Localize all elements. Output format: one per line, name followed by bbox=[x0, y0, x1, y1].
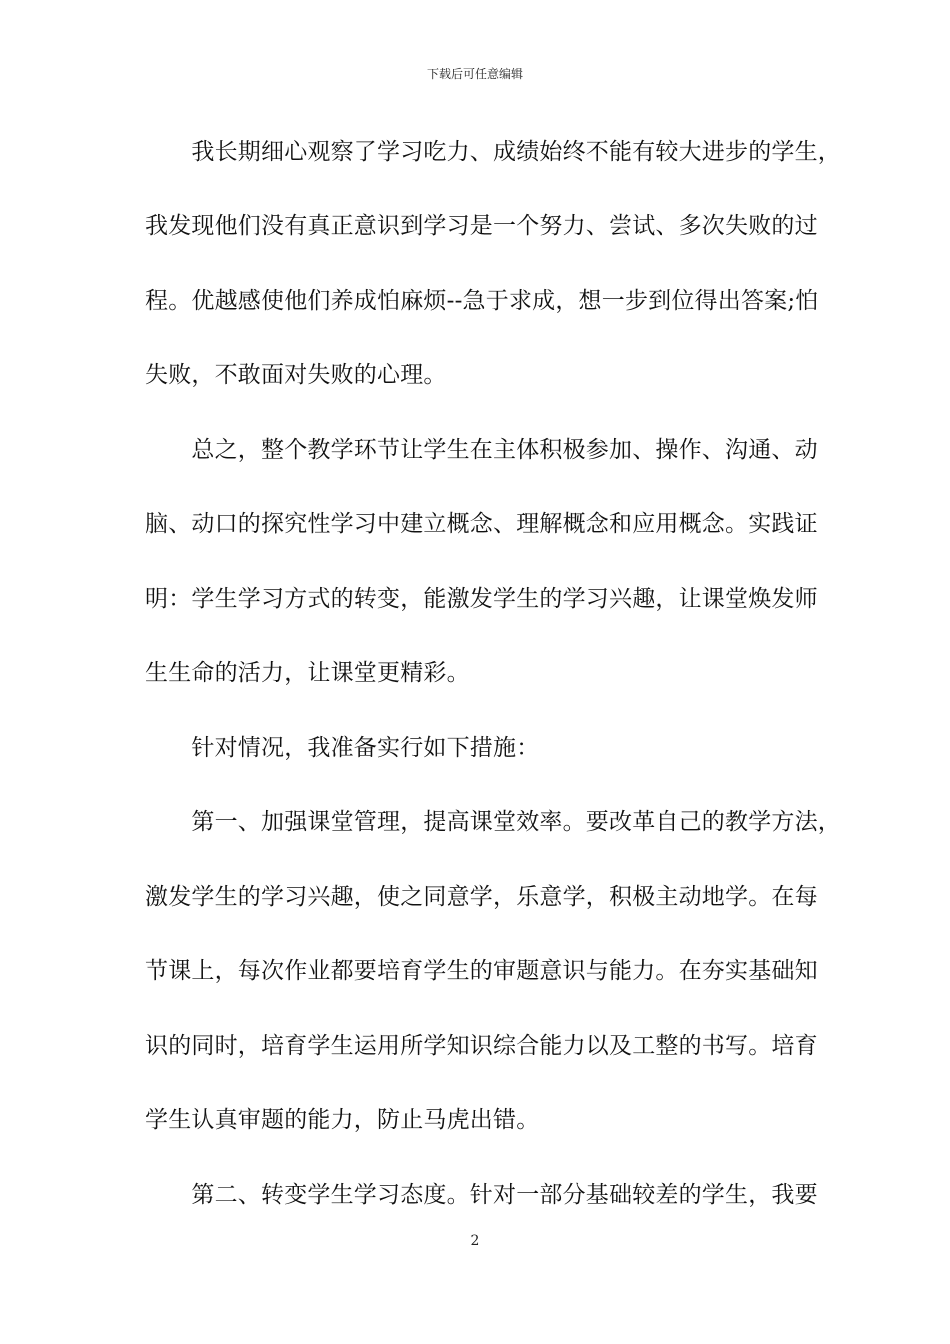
body-line: 失败，不敢面对失败的心理。 bbox=[145, 362, 447, 388]
body-line: 节课上，每次作业都要培育学生的审题意识与能力。在夯实基础知 bbox=[145, 958, 818, 984]
body-line: 激发学生的学习兴趣，使之同意学，乐意学，积极主动地学。在每 bbox=[145, 884, 818, 910]
body-line: 生生命的活力，让课堂更精彩。 bbox=[145, 660, 470, 686]
body-line: 程。优越感使他们养成怕麻烦--急于求成，想一步到位得出答案;怕 bbox=[145, 288, 819, 314]
body-line: 明：学生学习方式的转变，能激发学生的学习兴趣，让课堂焕发师 bbox=[145, 586, 818, 612]
body-line: 针对情况，我准备实行如下措施： bbox=[145, 735, 540, 761]
body-line: 我长期细心观察了学习吃力、成绩始终不能有较大进步的学生， bbox=[145, 139, 841, 165]
body-line: 第二、转变学生学习态度。针对一部分基础较差的学生，我要 bbox=[145, 1182, 818, 1208]
body-line: 第一、加强课堂管理，提高课堂效率。要改革自己的教学方法， bbox=[145, 809, 841, 835]
body-line: 总之，整个教学环节让学生在主体积极参加、操作、沟通、动 bbox=[145, 437, 818, 463]
body-line: 识的同时，培育学生运用所学知识综合能力以及工整的书写。培育 bbox=[145, 1033, 818, 1059]
page-number: 2 bbox=[470, 1233, 480, 1249]
page-header: 下载后可任意编辑 bbox=[426, 67, 523, 81]
body-line: 脑、动口的探究性学习中建立概念、理解概念和应用概念。实践证 bbox=[145, 511, 818, 537]
body-line: 学生认真审题的能力，防止马虎出错。 bbox=[145, 1107, 540, 1133]
body-line: 我发现他们没有真正意识到学习是一个努力、尝试、多次失败的过 bbox=[145, 213, 818, 239]
